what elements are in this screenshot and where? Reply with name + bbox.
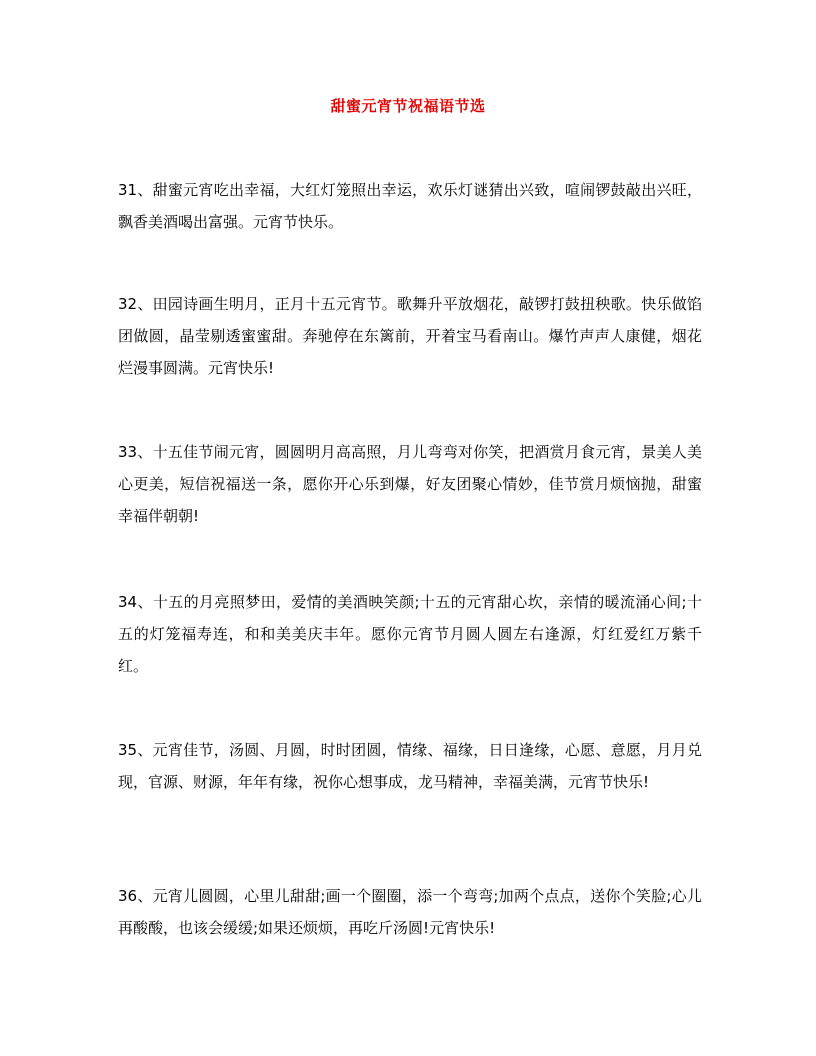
document-title: 甜蜜元宵节祝福语节选 <box>330 97 486 115</box>
paragraph-34: 34、十五的月亮照梦田，爱情的美酒映笑颜;十五的元宵甜心坎，亲情的暖流涌心间;十五的灯笼福寿连，和和美美庆丰年。愿你元宵节月圆人圆左右逢源，灯红爱红万紫千红。 <box>118 593 702 675</box>
paragraph-31: 31、甜蜜元宵吃出幸福，大红灯笼照出幸运，欢乐灯谜猜出兴致，喧闹锣鼓敲出兴旺，飘香美酒喝出富强。元宵节快乐。 <box>118 181 702 231</box>
paragraph-32: 32、田园诗画生明月，正月十五元宵节。歌舞升平放烟花，敲锣打鼓扭秧歌。快乐做馅团做圆，晶莹剔透蜜蜜甜。奔驰停在东篱前，开着宝马看南山。爆竹声声人康健，烟花烂漫事圆满。元宵快乐! <box>118 295 702 377</box>
paragraph-33: 33、十五佳节闹元宵，圆圆明月高高照，月儿弯弯对你笑，把酒赏月食元宵，景美人美心更美，短信祝福送一条，愿你开心乐到爆，好友团聚心情妙，佳节赏月烦恼抛，甜蜜幸福伴朝朝! <box>118 443 702 525</box>
paragraph-35: 35、元宵佳节，汤圆、月圆，时时团圆，情缘、福缘，日日逢缘，心愿、意愿，月月兑现，官源、财源，年年有缘，祝你心想事成，龙马精神，幸福美满，元宵节快乐! <box>118 741 702 791</box>
paragraph-36: 36、元宵儿圆圆，心里儿甜甜;画一个圈圈，添一个弯弯;加两个点点，送你个笑脸;心儿再酸酸，也该会缓缓;如果还烦烦，再吃斤汤圆!元宵快乐! <box>118 887 702 937</box>
